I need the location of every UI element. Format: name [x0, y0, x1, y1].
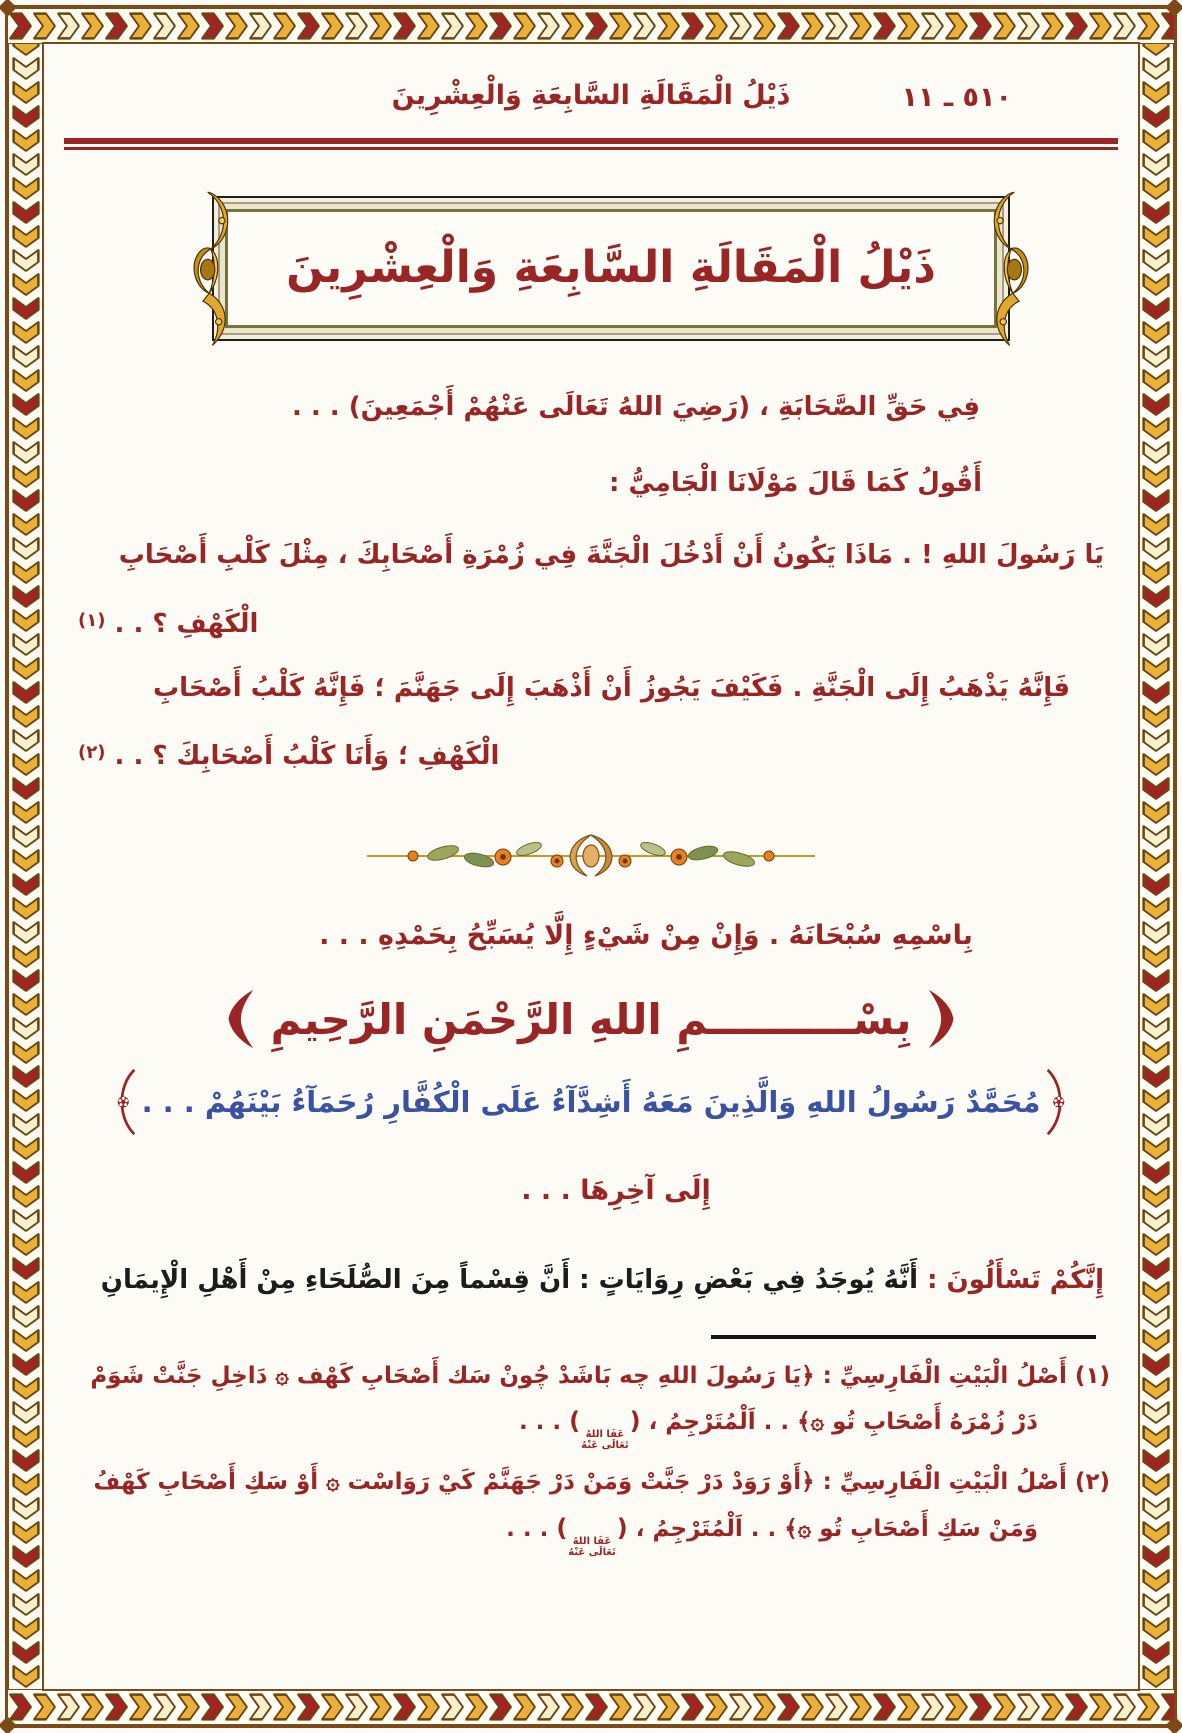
basmala-ornament-icon [927, 988, 957, 1050]
poem-line [72, 604, 1110, 644]
verse-bracket-icon [1044, 1068, 1068, 1136]
header-rule [64, 138, 1118, 150]
footnote-1 [72, 1359, 1110, 1452]
footnote-2 [72, 1465, 1110, 1558]
chapter-title-box [212, 196, 1010, 341]
quran-verse: مُحَمَّدٌ رَسُولُ اللهِ وَالَّذِينَ مَعَهُ أَشِدَّآءُ عَلَى الْكُفَّارِ رُحَمَآءُ بَيْنَهُمْ . . . [141, 1085, 1041, 1120]
translator-seal [581, 1429, 629, 1451]
gold-scroll-ornament-icon [979, 189, 1037, 347]
footnote-separator [711, 1335, 1096, 1339]
dedication-line: فِي حَقِّ الصَّحَابَةِ ، (رَضِيَ اللهُ تَعَالَى عَنْهُمْ أَجْمَعِينَ) . . . [291, 391, 981, 422]
page-number: ٥١٠ ـ ١١ [901, 82, 1012, 113]
decorative-border-left [8, 8, 44, 1725]
question-line [72, 1260, 1110, 1300]
poem-line-text: الْكَهْفِ ؛ وَأَنَا كَلْبُ أَصْحَابِكَ ؟ . . [105, 741, 500, 772]
poem-line-text: الْكَهْفِ ؟ . . [105, 608, 259, 639]
translator-seal [568, 1536, 616, 1558]
ila-akhiriha-line: إِلَى آخِرِهَا . . . [521, 1175, 711, 1207]
seal-paren: ( [616, 1513, 628, 1542]
footnote-mark-1: (١) [78, 609, 106, 631]
question-rest: أَنَّهُ يُوجَدُ فِي بَعْضِ رِوَايَاتٍ : أَنَّ قِسْماً مِنَ الصُّلَحَاءِ مِنْ أَهْلِ الْإِيمَانِ [100, 1265, 919, 1296]
seal-text: تَعَالَى عَنْهُ [581, 1440, 629, 1452]
footnotes [72, 1359, 1110, 1558]
footnote-line [72, 1510, 1110, 1558]
footnote-tail: . . . [518, 1409, 570, 1436]
seal-text: تَعَالَى عَنْهُ [568, 1546, 616, 1558]
tasbih-line: بِاسْمِهِ سُبْحَانَهُ . وَإِنْ مِنْ شَيْءٍ إِلَّا يُسَبِّحُ بِحَمْدِهِ . . . [319, 919, 973, 951]
poem-line: يَا رَسُولَ اللهِ ! . مَاذَا يَكُونُ أَنْ أَدْخُلَ الْجَنَّةَ فِي زُمْرَةِ أَصْحَابِكَ ، مِثْلَ كَلْبِ أَصْحَابِ [118, 540, 1104, 571]
footnote-line [72, 1403, 1110, 1451]
basmala-calligraphy: بِسْــــــــــمِ اللهِ الرَّحْمَنِ الرَّحِيمِ [270, 994, 912, 1044]
decorative-border-top [8, 8, 1174, 44]
title-frame-middle [218, 202, 1004, 335]
question-lead: إِنَّكُمْ تَسْأَلُونَ : [918, 1265, 1104, 1296]
poem-quote-2 [72, 668, 1110, 777]
verse-bracket-icon [114, 1068, 138, 1136]
footnote-line: (٢) أَصْلُ الْبَيْتِ الْفَارِسِيِّ : ﴿أَوْ رَوَدْ دَرْ جَنَّتْ وَمَنْ دَرْ جَهَنَّمْ كَيْ رَوَاسْت ۞ أَوْ سَكِ أَصْحَابِ كَهْفُ [93, 1469, 1110, 1496]
poem-line: فَإِنَّهُ يَذْهَبُ إِلَى الْجَنَّةِ . فَكَيْفَ يَجُوزُ أَنْ أَذْهَبَ إِلَى جَهَنَّمَ ؛ فَإِنَّهُ كَلْبُ أَصْحَابِ [153, 672, 1070, 703]
poem-line [72, 736, 1110, 776]
running-header [72, 80, 1110, 130]
verse-row [72, 1068, 1110, 1136]
seal-paren: ) [556, 1513, 568, 1542]
gold-scroll-ornament-icon [185, 189, 243, 347]
decorative-border-right [1138, 8, 1174, 1725]
intro-line: أَقُولُ كَمَا قَالَ مَوْلَانَا الْجَامِيُّ : [609, 468, 982, 499]
seal-paren: ) [569, 1407, 581, 1436]
footnote-tail: . . . [506, 1515, 557, 1542]
seal-text: عَفَا اللهُ [572, 1535, 612, 1547]
basmala-ornament-icon [225, 988, 255, 1050]
decorative-border-bottom [8, 1689, 1174, 1725]
page-content [60, 44, 1122, 1689]
seal-paren: ( [629, 1407, 641, 1436]
footnote-text: دَرْ زُمْرَهُ أَصْحَابِ تُو ۞﴾ . . اَلْمُتَرْجِمُ ، [640, 1409, 1038, 1436]
title-frame-outer [212, 196, 1010, 341]
footnote-text: وَمَنْ سَكِ أَصْحَابِ تُو ۞﴾ . . اَلْمُتَرْجِمُ ، [627, 1515, 1038, 1542]
floral-divider-icon [361, 831, 821, 881]
basmala-row [72, 988, 1110, 1050]
footnote-line: (١) أَصْلُ الْبَيْتِ الْفَارِسِيِّ : ﴿يَا رَسُولَ اللهِ چه بَاشَدْ چُونْ سَك أَصْحَابِ كَهْف ۞ دَاخِلِ جَنَّتْ شَوَمْ [90, 1362, 1110, 1389]
header-rule-thick [64, 138, 1118, 144]
running-title: ذَيْلُ الْمَقَالَةِ السَّابِعَةِ وَالْعِشْرِينَ [391, 80, 791, 111]
footnote-mark-2: (٢) [78, 742, 106, 764]
seal-text: عَفَا اللهُ [585, 1429, 625, 1441]
chapter-title: ذَيْلُ الْمَقَالَةِ السَّابِعَةِ وَالْعِشْرِينَ [286, 242, 936, 293]
header-rule-thin [64, 147, 1118, 150]
poem-quote-1 [72, 535, 1110, 644]
title-frame-inner [225, 209, 997, 328]
